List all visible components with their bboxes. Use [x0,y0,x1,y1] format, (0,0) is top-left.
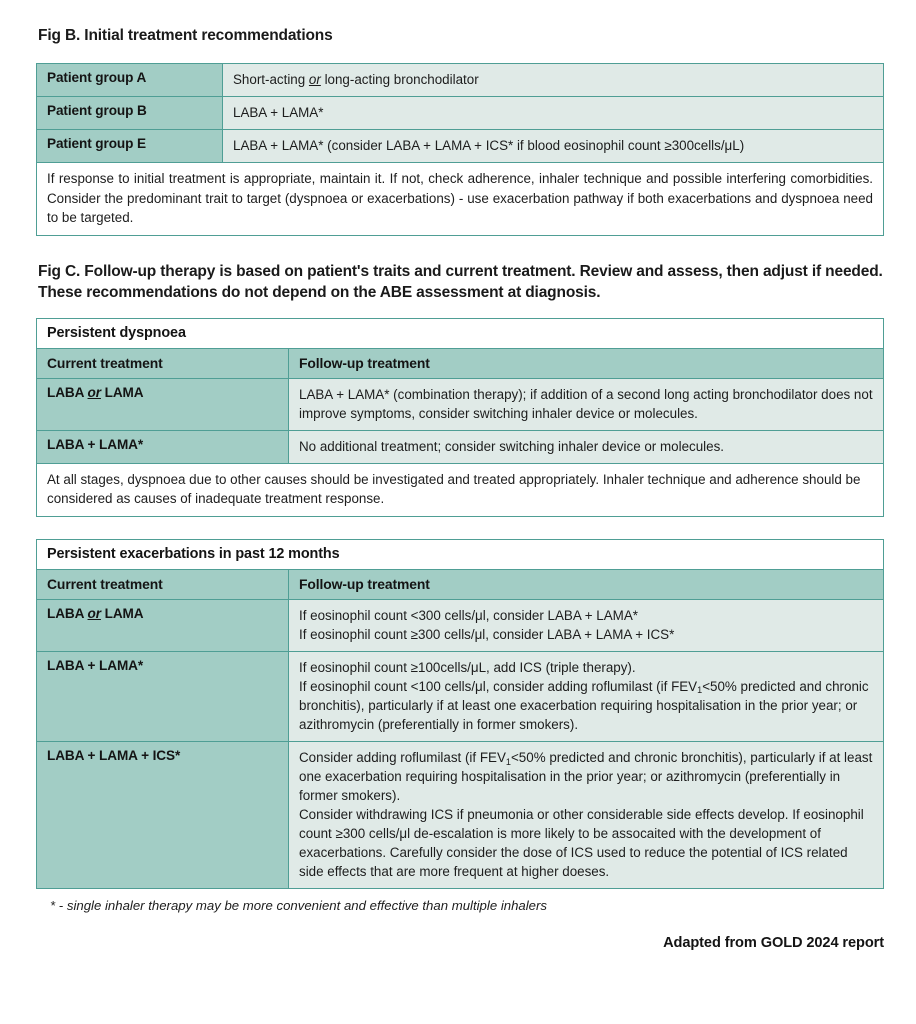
table-row [37,463,884,516]
treatment-line: If eosinophil count ≥300 cells/μl, consider LABA + LAMA + ICS* [299,626,675,642]
exacerbations-row-2-label: LABA + LAMA* [37,651,289,741]
dyspnoea-current-treatment-header: Current treatment [37,348,289,378]
persistent-dyspnoea-table [36,318,884,517]
or-emphasis: or [87,384,101,400]
treatment-line: No additional treatment; consider switching inhaler device or molecules. [299,438,724,454]
source-credit: Adapted from GOLD 2024 report [663,935,884,952]
exacerbations-row-2-treatment [289,651,884,741]
patient-group-b-label: Patient group B [37,96,223,129]
or-emphasis: or [308,71,321,87]
exacerbations-current-treatment-header: Current treatment [37,569,289,599]
table-row [37,741,884,888]
exacerbations-row-3-label: LABA + LAMA + ICS* [37,741,289,888]
dyspnoea-row-2-label: LABA + LAMA* [37,430,289,463]
dyspnoea-row-2-treatment [289,430,884,463]
initial-treatment-table [36,63,884,236]
dyspnoea-note: At all stages, dyspnoea due to other causes should be investigated and treated appropriately. Inhaler technique and adherence should be considered as causes of inadequate treatment response. [37,463,884,516]
label-pre: LABA [47,384,88,400]
exacerbations-followup-treatment-header: Follow-up treatment [289,569,884,599]
or-emphasis: or [87,605,101,621]
label-post: LAMA [100,605,144,621]
fig-b-heading: Fig B. Initial treatment recommendations [38,27,333,44]
patient-group-e-label: Patient group E [37,129,223,162]
section-spacer [36,517,884,539]
patient-group-b-treatment: LABA + LAMA* [223,96,884,129]
table-row [37,318,884,348]
patient-group-a-treatment [223,63,884,96]
treatment-line: If eosinophil count ≥100cells/μL, add ICS (triple therapy). [299,659,636,675]
label-pre: LABA [47,605,88,621]
exacerbations-table-title: Persistent exacerbations in past 12 months [37,539,884,569]
table-row [37,430,884,463]
table-row [37,163,884,236]
exacerbations-row-3-treatment [289,741,884,888]
table-row [37,378,884,430]
dyspnoea-table-title: Persistent dyspnoea [37,318,884,348]
patient-group-a-label: Patient group A [37,63,223,96]
treatment-line: LABA + LAMA* (combination therapy); if addition of a second long acting bronchodilator does not improve symptoms, consider switching inhaler device or molecules. [299,386,873,421]
label-post: LAMA [100,384,144,400]
fig-c-heading: Fig C. Follow-up therapy is based on patient's traits and current treatment. Review and assess, then adjust if needed. These recommendations do not depend on the ABE assessment at diagnosis. [38,262,883,301]
treatment-line: Consider adding roflumilast (if $FEV_1<50\%$ predicted and chronic bronchitis), particularly if at least one exacerbation requiring hospitalisation in the prior year; or azithromycin (preferentially in former smokers). [299,749,873,804]
table-row [37,599,884,651]
treatment-line: If eosinophil count <300 cells/μl, consider LABA + LAMA* [299,607,638,623]
exacerbations-row-1-label [37,599,289,651]
initial-treatment-note: If response to initial treatment is appropriate, maintain it. If not, check adherence, inhaler technique and possible interfering comorbidities. Consider the predominant trait to target (dyspnoea or exacerbations) - use exacerbation pathway if both exacerbations and dyspnoea need to be targeted. [37,163,884,236]
dyspnoea-row-1-treatment [289,378,884,430]
treatment-line: Consider withdrawing ICS if pneumonia or other considerable side effects develop. If eosinophil count ≥300 cells/μl de-escalation is more likely to be assocaited with the development of exacerbations. Carefully consider the dose of ICS used to reduce the potential of ICS related side effects that are more frequent at higher doeses. [299,807,864,880]
table-row [37,539,884,569]
treatment-text-pre: Short-acting [233,71,309,87]
dyspnoea-row-1-label [37,378,289,430]
table-row [37,129,884,162]
table-row [37,96,884,129]
table-row [37,651,884,741]
patient-group-e-treatment: LABA + LAMA* (consider LABA + LAMA + ICS* if blood eosinophil count ≥300cells/μL) [223,129,884,162]
table-header-row [37,569,884,599]
exacerbations-row-1-treatment [289,599,884,651]
dyspnoea-followup-treatment-header: Follow-up treatment [289,348,884,378]
table-row [37,63,884,96]
asterisk-footnote: * - single inhaler therapy may be more convenient and effective than multiple inhalers [50,898,548,914]
treatment-line: If eosinophil count <100 cells/μl, consider adding roflumilast (if $FEV_1<50\%$ predicted and chronic bronchitis), particularly if at least one exacerbation requiring hospitalisation in the prior year; or azithromycin (preferentially in former smokers). [299,678,869,732]
table-header-row [37,348,884,378]
treatment-text-post: long-acting bronchodilator [320,71,479,87]
persistent-exacerbations-table [36,539,884,889]
